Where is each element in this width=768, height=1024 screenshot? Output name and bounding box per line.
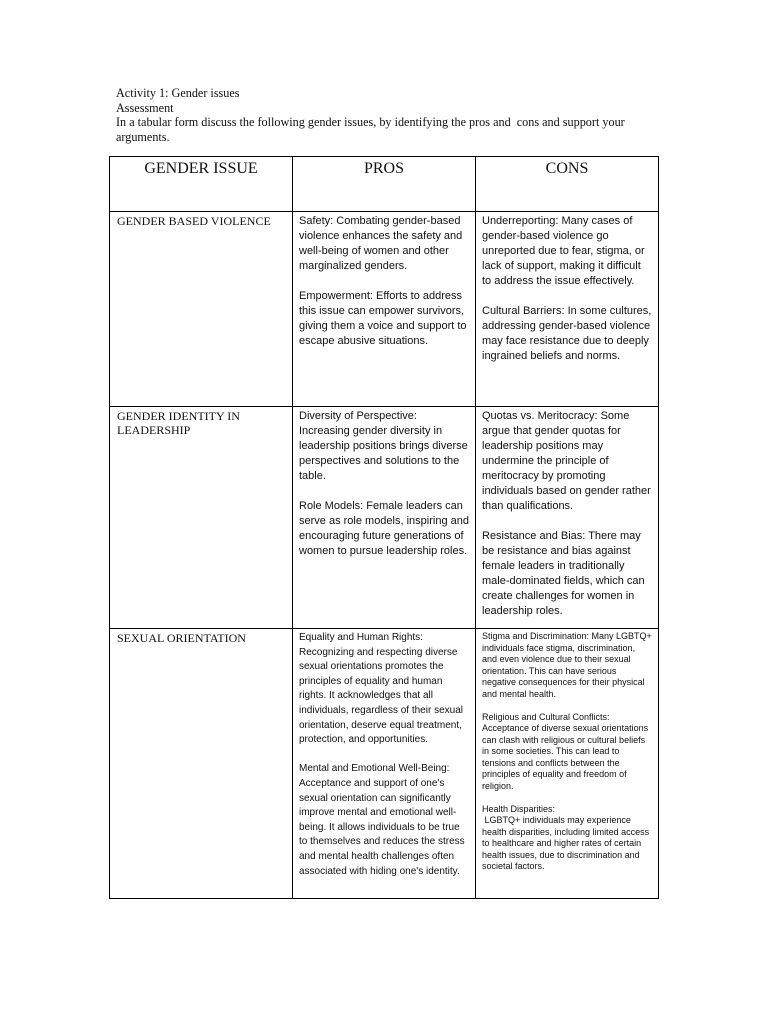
cons-paragraph: Underreporting: Many cases of gender-based violence go unreported due to fear, stigma, or lack of support, making it difficult to address the issue effectively.: [482, 215, 648, 287]
gender-issues-table: [109, 156, 659, 899]
cons-paragraph: Resistance and Bias: There may be resistance and bias against female leaders in traditionally male-dominated fields, which can create challenges for women in leadership roles.: [482, 530, 648, 617]
issue-cell: GENDER BASED VIOLENCE: [110, 212, 293, 407]
cons-paragraph: Cultural Barriers: In some cultures, addressing gender-based violence may face resistance due to deeply ingrained beliefs and norms.: [482, 305, 655, 362]
pros-paragraph: Safety: Combating gender-based violence enhances the safety and well-being of women and other marginalized genders.: [299, 215, 466, 272]
pros-cell: [293, 212, 476, 407]
pros-paragraph: Mental and Emotional Well-Being: Acceptance and support of one's sexual orientation can significantly improve mental and emotional well-being. It allows individuals to be true to themselves and reduces the stress and mental health challenges often associated with hiding one's identity.: [299, 763, 468, 877]
pros-paragraph: Diversity of Perspective: Increasing gender diversity in leadership positions brings diverse perspectives and solutions to the table.: [299, 410, 471, 482]
pros-cell: [293, 407, 476, 629]
table-header-row: [110, 157, 659, 212]
assessment-label: Assessment: [116, 100, 174, 115]
pros-paragraph: Equality and Human Rights: Recognizing and respecting diverse sexual orientations promotes the principles of equality and human rights. It acknowledges that all individuals, regardless of their sexual orientation, deserve equal treatment, protection, and opportunities.: [299, 632, 466, 746]
cons-paragraph: Stigma and Discrimination: Many LGBTQ+ individuals face stigma, discrimination, and even violence due to their sexual orientation. This can have serious negative consequences for their physical and mental health.: [482, 631, 655, 699]
header-gender-issue: GENDER ISSUE: [110, 157, 293, 212]
cons-paragraph: Health Disparities: LGBTQ+ individuals may experience health disparities, including limited access to healthcare and higher rates of certain health issues, due to discrimination and societal factors.: [482, 803, 650, 871]
issue-cell: GENDER IDENTITY IN LEADERSHIP: [110, 407, 293, 629]
table-row: [110, 212, 659, 407]
pros-cell: [293, 629, 476, 899]
pros-paragraph: Empowerment: Efforts to address this issue can empower survivors, giving them a voice and support to escape abusive situations.: [299, 290, 470, 347]
activity-title: Activity 1: Gender issues: [116, 86, 240, 100]
cons-cell: [476, 629, 659, 899]
assignment-instructions: In a tabular form discuss the following gender issues, by identifying the pros and cons and support your arguments.: [116, 115, 628, 144]
header-pros: PROS: [293, 157, 476, 212]
table-row: [110, 629, 659, 899]
header-cons: CONS: [476, 157, 659, 212]
assignment-intro: [116, 86, 676, 144]
pros-paragraph: Role Models: Female leaders can serve as role models, inspiring and encouraging future generations of women to pursue leadership roles.: [299, 500, 473, 557]
issue-cell: SEXUAL ORIENTATION: [110, 629, 293, 899]
cons-paragraph: Religious and Cultural Conflicts: Acceptance of diverse sexual orientations can clash with religious or cultural beliefs in some societies. This can lead to tensions and conflicts between the principles of equality and freedom of religion.: [482, 711, 651, 791]
table-row: [110, 407, 659, 629]
cons-cell: [476, 212, 659, 407]
cons-cell: [476, 407, 659, 629]
cons-paragraph: Quotas vs. Meritocracy: Some argue that gender quotas for leadership positions may undermine the principle of meritocracy by promoting individuals based on gender rather than qualifications.: [482, 410, 654, 512]
